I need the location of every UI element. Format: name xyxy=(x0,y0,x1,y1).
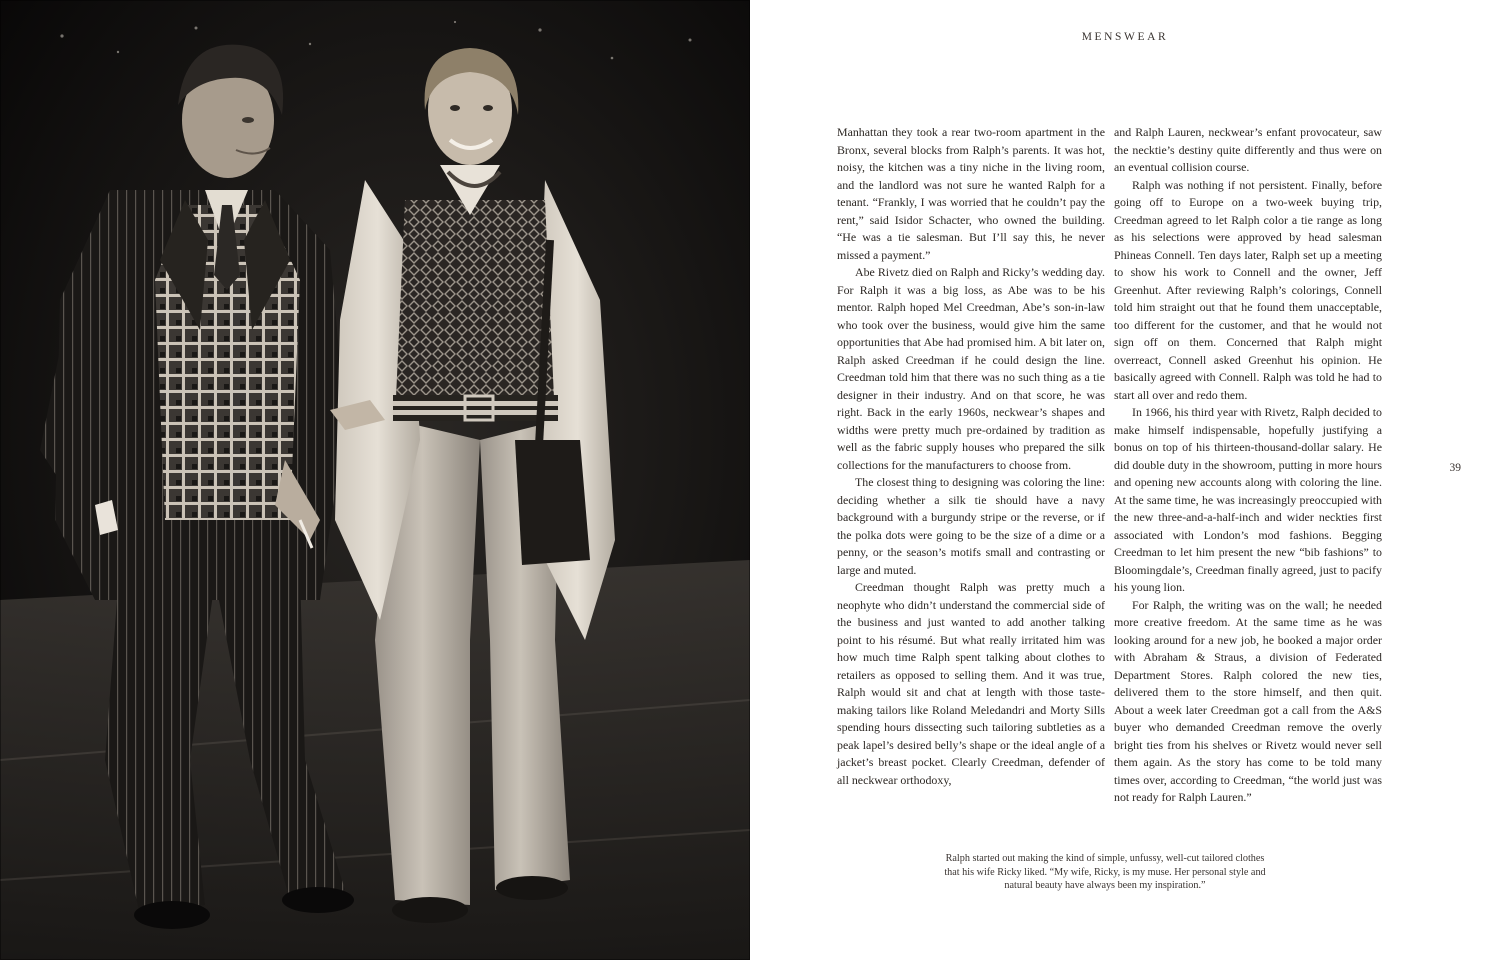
paragraph: Manhattan they took a rear two-room apartment in the Bronx, several blocks from Ralph’s parents. It was hot, noisy, the kitchen was a tiny niche in the living room, and the landlord was not sure he wanted Ralph for a tenant. “Frankly, I was worried that he couldn’t pay the rent,” said Isidor Schacter, who owned the building. “He was a tie salesman. But I’ll say this, he never missed a payment.” xyxy=(837,125,1105,262)
page-number: 39 xyxy=(1449,462,1461,474)
body-column-left xyxy=(837,124,1105,789)
text-page xyxy=(750,0,1500,960)
paragraph: In 1966, his third year with Rivetz, Ralph decided to make himself indispensable, hopefully justifying a bonus on top of his thirteen-thousand-dollar salary. He did double duty in the showroom, putting in more hours and opening new accounts along with coloring the line. At the same time, he was increasingly preoccupied with the new three-and-a-half-inch and wider neckties first associated with London’s mod fashions. Begging Creedman to let him present the new “bib fashions” to Bloomingdale’s, Creedman finally agreed, just to pacify his young lion. xyxy=(1114,405,1382,594)
body-column-right xyxy=(1114,124,1382,807)
paragraph: Ralph was nothing if not persistent. Finally, before going off to Europe on a two-week buying trip, Creedman agreed to let Ralph color a tie range as long as his selections were approved by head salesman Phineas Connell. Ten days later, Ralph set up a meeting to show his work to Connell and the owner, Jeff Greenhut. After reviewing Ralph’s colorings, Connell told him straight out that he found them unacceptable, too different for the customer, and that he would not sign off on them. Concerned that Ralph might overreact, Connell asked Greenhut his opinion. He basically agreed with Connell. Ralph was told he had to start all over and redo them. xyxy=(1114,177,1382,402)
paragraph: For Ralph, the writing was on the wall; he needed more creative freedom. At the same time as he was looking around for a new job, he booked a major order with Abraham & Straus, a division of Federated Department Stores. Ralph colored the new ties, delivered them to the store himself, and then quit. About a week later Creedman got a call from the A&S buyer who demanded Creedman remove the overly bright ties from his shelves or Rivetz would never sell them again. As the story has come to be told many times over, according to Creedman, “the world just was not ready for Ralph Lauren.” xyxy=(1114,597,1382,804)
paragraph: Creedman thought Ralph was pretty much a neophyte who didn’t understand the commercial side of the business and just wanted to add another talking point to his résumé. But what really irritated him was how much time Ralph spent talking about clothes to retailers as opposed to selling them. And it was true, Ralph would sit and chat at length with those taste-making tailors like Roland Meledandri and Morty Sills spending hours dissecting such tailoring subtleties as a peak lapel’s desired belly’s shape or the ideal angle of a jacket’s breast pocket. Clearly Creedman, defender of all neckwear orthodoxy, xyxy=(837,580,1105,787)
photo-caption: Ralph started out making the kind of simple, unfussy, well-cut tailored clothes that his wife Ricky liked. “My wife, Ricky, is my muse. Her personal style and natural beauty have always been my inspiration.” xyxy=(944,853,1266,892)
paragraph: and Ralph Lauren, neckwear’s enfant provocateur, saw the necktie’s destiny quite differently and thus were on an eventual collision course. xyxy=(1114,125,1382,174)
paragraph: The closest thing to designing was coloring the line: deciding whether a silk tie should have a navy background with a burgundy stripe or the reverse, or if the polka dots were going to be the size of a dime or a penny, or the season’s motifs small and contrasting or large and muted. xyxy=(837,475,1105,577)
running-head: MENSWEAR xyxy=(1081,31,1169,43)
paragraph: Abe Rivetz died on Ralph and Ricky’s wedding day. For Ralph it was a big loss, as Abe was to be his mentor. Ralph hoped Mel Creedman, Abe’s son-in-law who took over the business, would give him the same opportunities that Abe had promised him. A bit later on, Ralph asked Creedman if he could design the line. Creedman told him that there was no such thing as a tie designer in their industry. And on that score, he was right. Back in the early 1960s, neckwear’s shapes and widths were pretty much pre-ordained by tradition as well as the fabric supply houses who prepared the silk collections for the manufacturers to choose from. xyxy=(837,265,1105,472)
